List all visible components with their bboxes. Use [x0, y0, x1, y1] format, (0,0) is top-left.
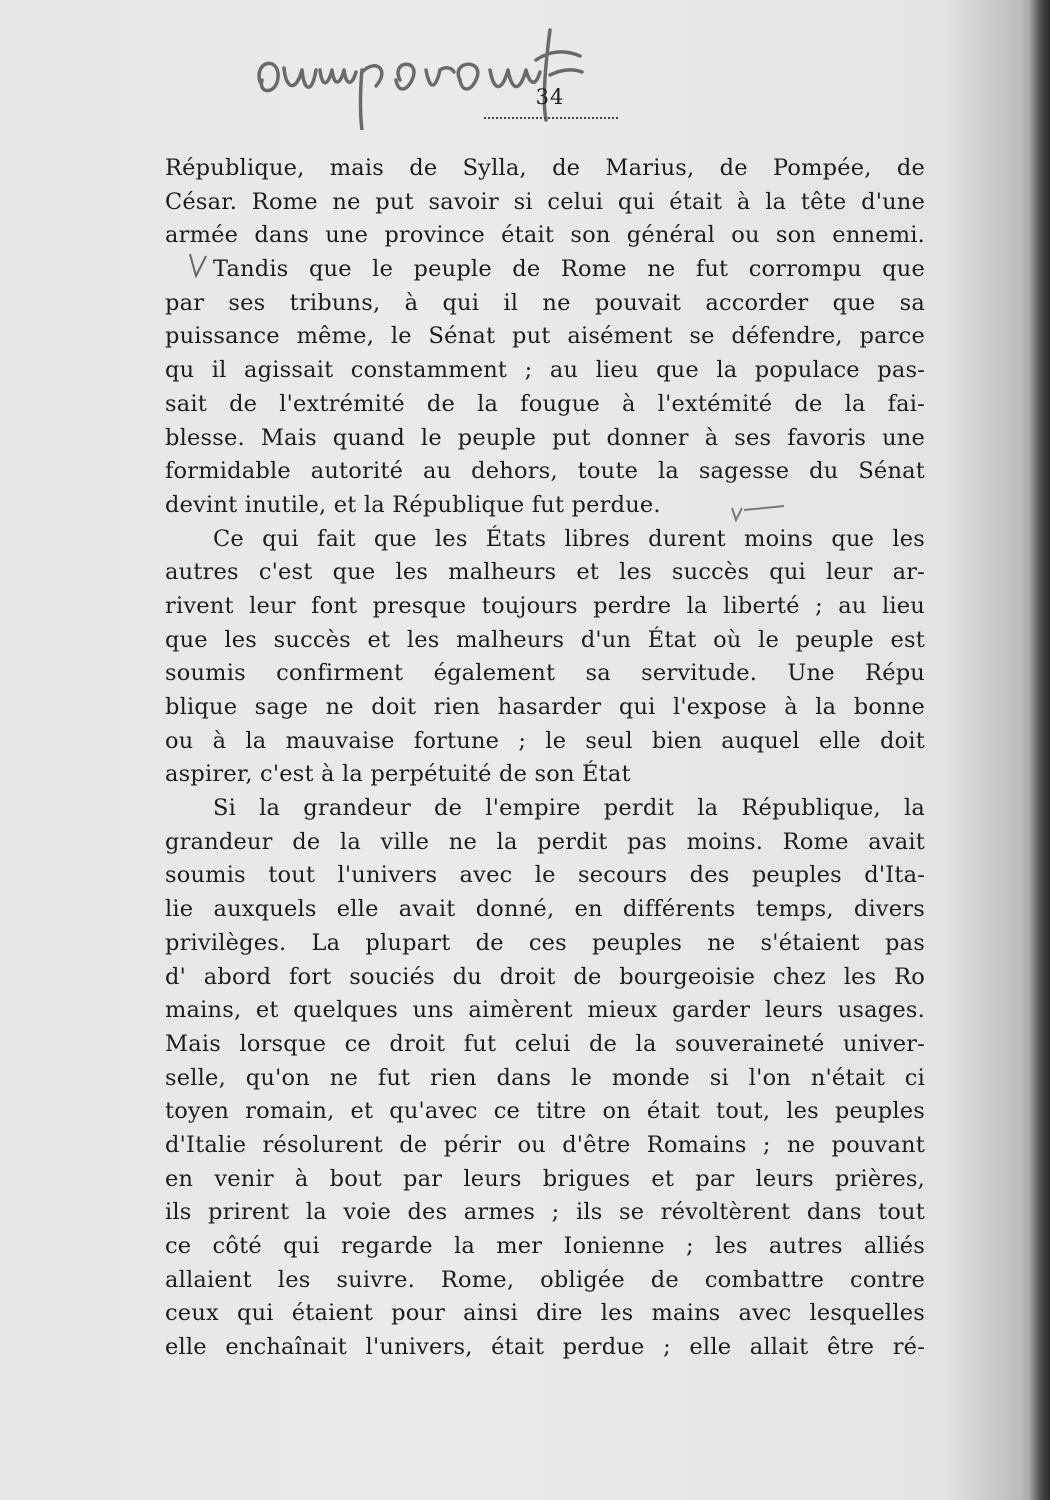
- handwritten-word-graphic: [250, 20, 650, 130]
- text-line: selle, qu'on ne fut rien dans le monde si l'on n'était ci: [165, 1064, 925, 1091]
- text-line: Si la grandeur de l'empire perdit la République, la: [213, 795, 925, 822]
- text-line: lie auxquels elle avait donné, en différents temps, divers: [165, 896, 925, 923]
- text-line: devint inutile, et la République fut perdue.: [165, 491, 661, 518]
- text-line: qu il agissait constamment ; au lieu que la populace pas-: [165, 357, 925, 384]
- text-line: soumis tout l'univers avec le secours des peuples d'Ita-: [165, 862, 925, 889]
- text-line: ceux qui étaient pour ainsi dire les mains avec lesquelles: [165, 1300, 925, 1327]
- text-line: puissance même, le Sénat put aisément se défendre, parce: [165, 323, 925, 350]
- body-text: [165, 152, 925, 1365]
- text-line: d' abord fort souciés du droit de bourgeoisie chez les Ro: [165, 963, 925, 990]
- text-line: allaient les suivre. Rome, obligée de combattre contre: [165, 1266, 925, 1293]
- text-line: blesse. Mais quand le peuple put donner à ses favoris une: [165, 424, 925, 451]
- text-line: elle enchaînait l'univers, était perdue ; elle allait être ré-: [165, 1334, 925, 1361]
- book-spine-shadow: [1028, 0, 1050, 1500]
- text-line: en venir à bout par leurs brigues et par leurs prières,: [165, 1165, 925, 1192]
- text-line: formidable autorité au dehors, toute la sagesse du Sénat: [165, 458, 925, 485]
- text-line: toyen romain, et qu'avec ce titre on était tout, les peuples: [165, 1098, 925, 1125]
- text-line: rivent leur font presque toujours perdre la liberté ; au lieu: [165, 592, 925, 619]
- text-line: armée dans une province était son général ou son ennemi.: [165, 222, 925, 249]
- text-line: que les succès et les malheurs d'un État où le peuple est: [165, 626, 925, 653]
- text-line: d'Italie résolurent de périr ou d'être Romains ; ne pouvant: [165, 1131, 925, 1158]
- text-line: grandeur de la ville ne la perdit pas moins. Rome avait: [165, 828, 925, 855]
- text-line: Mais lorsque ce droit fut celui de la souveraineté univer-: [165, 1030, 925, 1057]
- text-line: ce côté qui regarde la mer Ionienne ; les autres alliés: [165, 1233, 925, 1259]
- text-line: ils prirent la voie des armes ; ils se révoltèrent dans tout: [165, 1199, 925, 1226]
- text-line: privilèges. La plupart de ces peuples ne s'étaient pas: [165, 929, 925, 956]
- handwritten-annotation: [250, 20, 650, 130]
- text-line: Tandis que le peuple de Rome ne fut corrompu que: [213, 256, 925, 283]
- pencil-tick-mark: [728, 500, 788, 524]
- text-line: soumis confirment également sa servitude. Une Répu: [165, 660, 925, 687]
- text-line: autres c'est que les malheurs et les succès qui leur ar-: [165, 559, 925, 586]
- pencil-tick-mark: [186, 250, 210, 280]
- text-line: César. Rome ne put savoir si celui qui était à la tête d'une: [165, 188, 925, 215]
- text-line: aspirer, c'est à la perpétuité de son État: [165, 761, 631, 788]
- text-line: blique sage ne doit rien hasarder qui l'expose à la bonne: [165, 694, 925, 720]
- text-line: mains, et quelques uns aimèrent mieux garder leurs usages.: [165, 997, 925, 1024]
- text-line: République, mais de Sylla, de Marius, de Pompée, de: [165, 155, 925, 181]
- page-number-rule: [484, 117, 618, 119]
- text-line: Ce qui fait que les États libres durent moins que les: [213, 525, 925, 552]
- text-line: par ses tribuns, à qui il ne pouvait accorder que sa: [165, 289, 925, 316]
- text-line: ou à la mauvaise fortune ; le seul bien auquel elle doit: [165, 727, 925, 754]
- page-number: 34: [535, 85, 565, 109]
- text-line: sait de l'extrémité de la fougue à l'extémité de la fai-: [165, 390, 925, 417]
